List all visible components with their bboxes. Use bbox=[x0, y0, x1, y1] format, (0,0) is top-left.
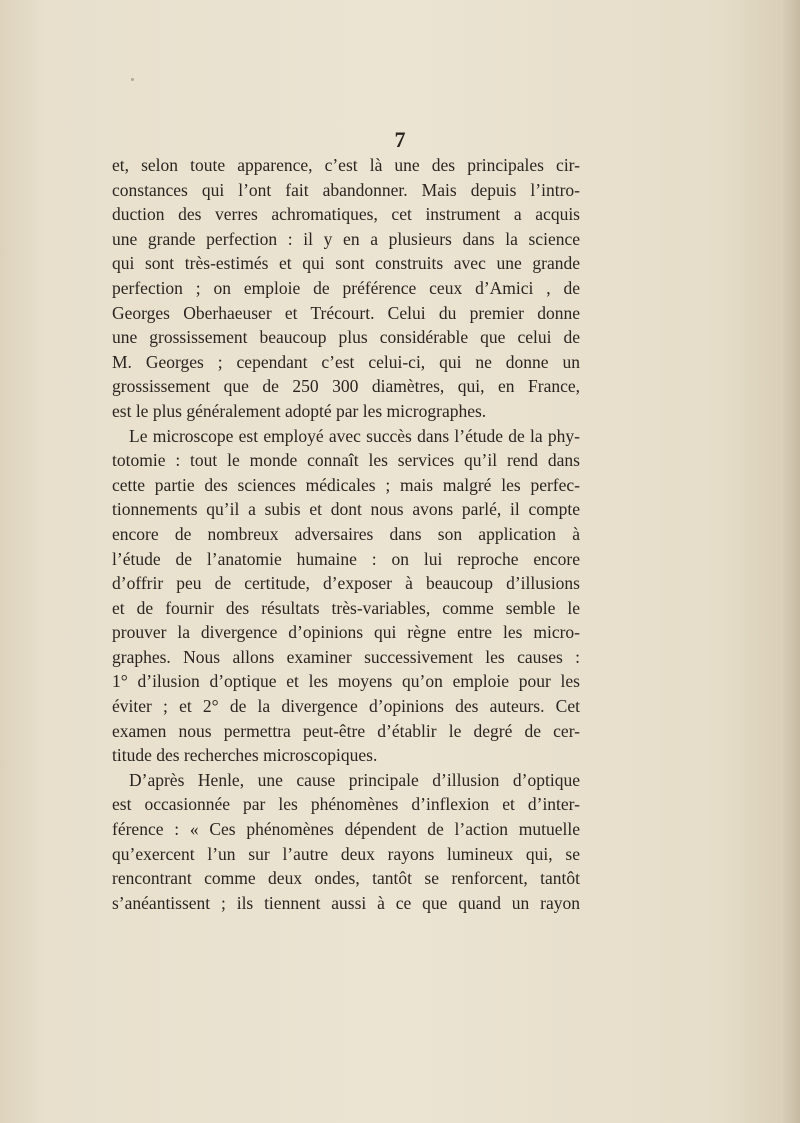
text-line: une grande perfection : il y en a plusieurs dans la science bbox=[112, 228, 580, 249]
text-line: examen nous permettra peut-être d’établir le degré de cer- bbox=[112, 720, 580, 741]
text-line: D’après Henle, une cause principale d’illusion d’optique bbox=[129, 769, 580, 790]
text-line: férence : « Ces phénomènes dépendent de l’action mutuelle bbox=[112, 819, 580, 840]
text-line: prouver la divergence d’opinions qui règne entre les micro- bbox=[112, 622, 580, 643]
text-line: Le microscope est employé avec succès dans l’étude de la phy- bbox=[129, 425, 580, 446]
text-line: duction des verres achromatiques, cet instrument a acquis bbox=[112, 204, 580, 225]
page-edge-shadow bbox=[782, 0, 800, 1123]
paper-speck bbox=[131, 78, 134, 81]
text-line: Georges Oberhaeuser et Trécourt. Celui du premier donne bbox=[112, 302, 580, 323]
text-line: constances qui l’ont fait abandonner. Mais depuis l’intro- bbox=[112, 179, 580, 200]
text-line: l’étude de l’anatomie humaine : on lui reproche encore bbox=[112, 548, 580, 569]
text-line: est occasionnée par les phénomènes d’inflexion et d’inter- bbox=[112, 794, 580, 815]
text-line: perfection ; on emploie de préférence ceux d’Amici , de bbox=[112, 277, 580, 298]
text-line: grossissement que de 250 300 diamètres, qui, en France, bbox=[112, 376, 580, 397]
text-line: totomie : tout le monde connaît les services qu’il rend dans bbox=[112, 450, 580, 471]
text-line: et de fournir des résultats très-variables, comme semble le bbox=[112, 597, 580, 618]
text-line: cette partie des sciences médicales ; mais malgré les perfec- bbox=[112, 474, 580, 495]
text-line: M. Georges ; cependant c’est celui-ci, qui ne donne un bbox=[112, 351, 580, 372]
body-text bbox=[112, 153, 580, 915]
text-line: titude des recherches microscopiques. bbox=[112, 745, 378, 766]
text-line: d’offrir peu de certitude, d’exposer à beaucoup d’illusions bbox=[112, 573, 580, 594]
text-line: et, selon toute apparence, c’est là une des principales cir- bbox=[112, 155, 580, 175]
text-line: qu’exercent l’un sur l’autre deux rayons lumineux qui, se bbox=[112, 843, 580, 864]
page-number: 7 bbox=[394, 127, 406, 152]
text-line: une grossissement beaucoup plus considérable que celui de bbox=[112, 327, 580, 348]
text-line: 1° d’ilusion d’optique et les moyens qu’on emploie pour les bbox=[112, 671, 580, 692]
text-line: qui sont très-estimés et qui sont construits avec une grande bbox=[112, 253, 580, 274]
text-line: est le plus généralement adopté par les micrographes. bbox=[112, 400, 487, 421]
text-line: éviter ; et 2° de la divergence d’opinions des auteurs. Cet bbox=[112, 696, 580, 717]
text-line: graphes. Nous allons examiner successivement les causes : bbox=[112, 646, 580, 667]
text-line: s’anéantissent ; ils tiennent aussi à ce que quand un rayon bbox=[112, 892, 580, 913]
text-line: tionnements qu’il a subis et dont nous avons parlé, il compte bbox=[112, 499, 580, 520]
text-line: rencontrant comme deux ondes, tantôt se renforcent, tantôt bbox=[112, 868, 580, 889]
text-line: encore de nombreux adversaires dans son application à bbox=[112, 523, 580, 544]
